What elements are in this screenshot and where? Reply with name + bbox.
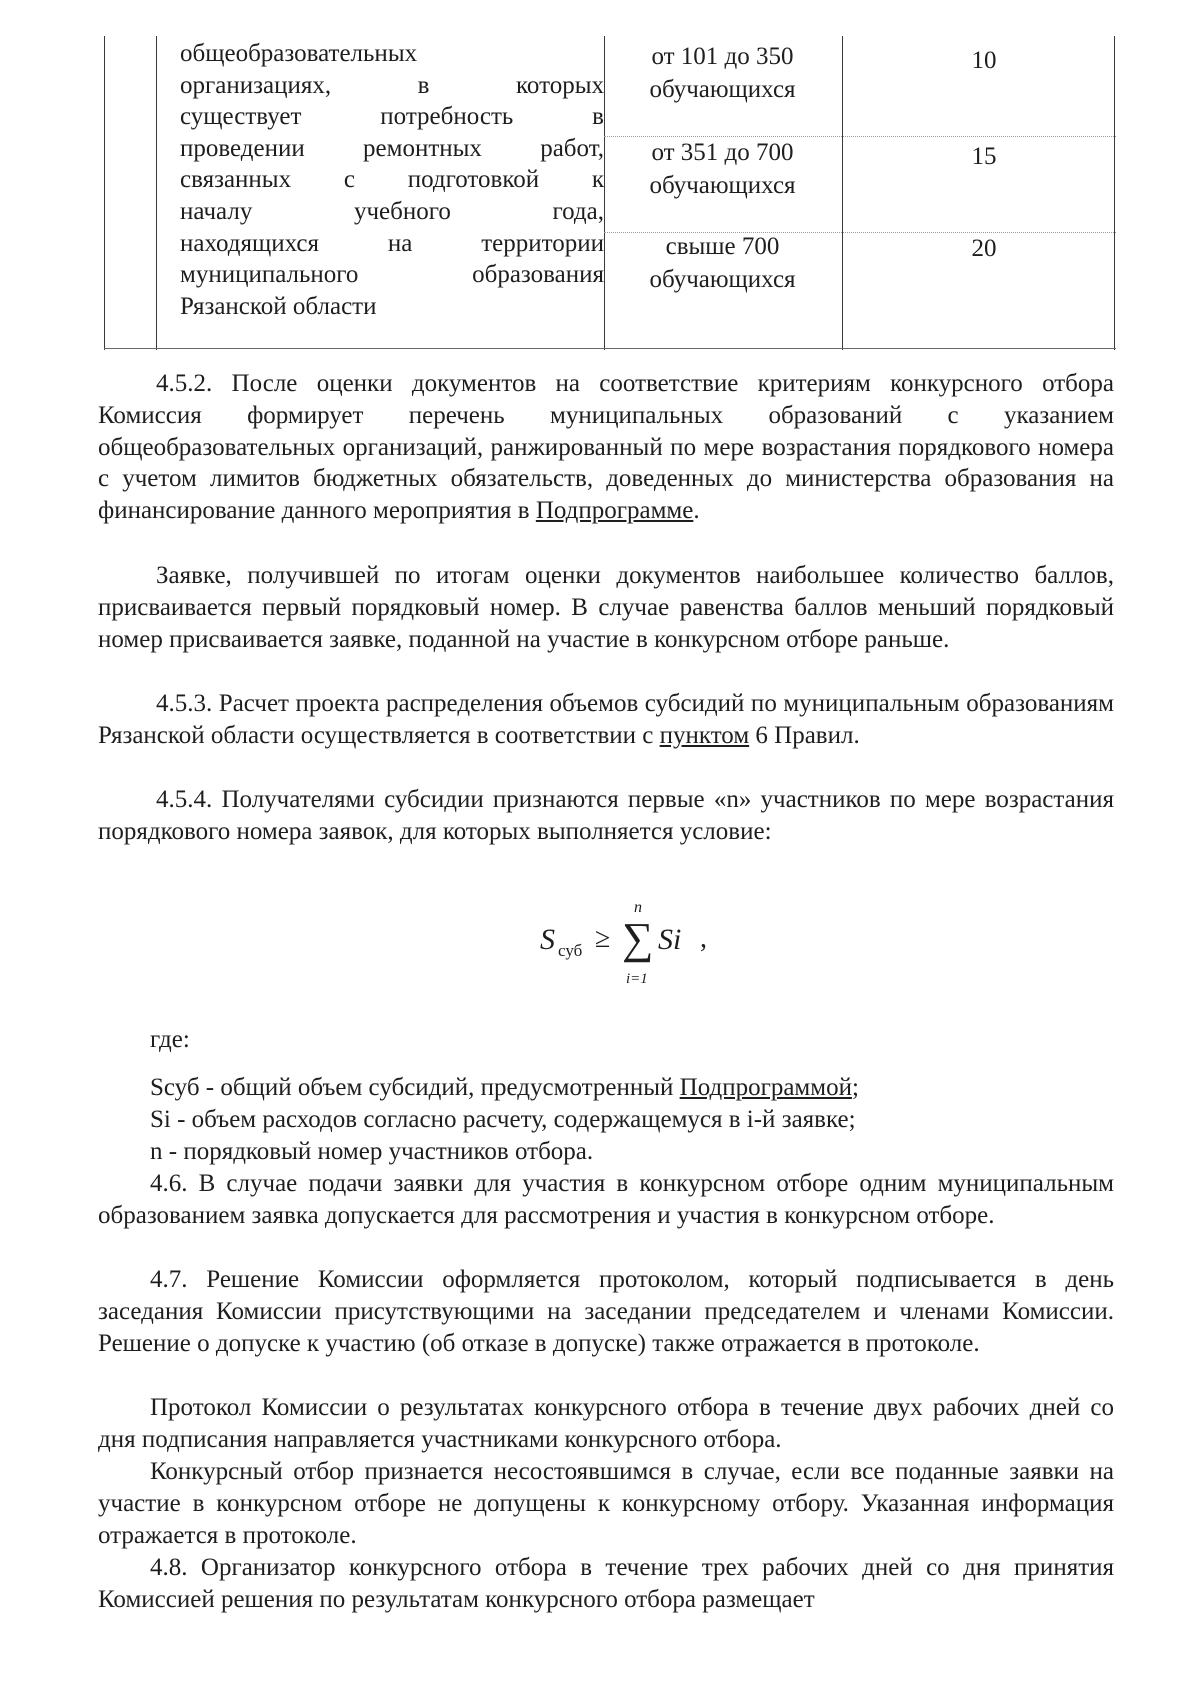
criterion-line: муниципального образования [180,261,604,289]
formula-relation: ≥ [595,923,611,954]
paragraph-4-7-failed: Конкурсный отбор признается несостоявшимся в случае, если все поданные заявки на участие в конкурсном отборе не допущены к конкурсному отбору. Указанная информация отражается в протоколе. [98,1458,1114,1549]
paragraph-4-7-protocol: Протокол Комиссии о результатах конкурсного отбора в течение двух рабочих дней со дня подписания направляется участниками конкурсного отбора. [98,1394,1114,1453]
definition-text: ; [851,1074,859,1101]
count-range: свыше 700 [665,233,780,260]
formula-term: Si [658,923,682,956]
student-count-cell [600,136,845,202]
formula-comma: , [700,923,707,954]
student-count-cell [600,40,845,106]
count-unit: обучающихся [649,266,796,293]
points-cell: 20 [971,235,997,262]
criterion-line: существует потребность в [180,103,604,131]
criterion-cell [180,38,604,322]
count-unit: обучающихся [649,76,796,103]
criterion-line: началу учебного года, [180,197,604,225]
criterion-line: связанных с подготовкой к [180,166,604,194]
paragraph-text: 4.5.3. Расчет проекта распределения объемов субсидий по муниципальным образованиям Рязанской области осуществляется в соответствии с [98,690,1114,749]
paragraph-text: 6 Правил. [749,721,860,749]
table-border-right [1114,36,1115,350]
formula-lhs: S [540,923,555,956]
subsidy-formula [540,899,730,995]
table-column-divider [156,36,157,350]
subprogram-link[interactable]: Подпрограммой [679,1074,852,1101]
definition-si: Si - объем расходов согласно расчету, содержащемуся в i-й заявке; [150,1106,856,1133]
count-range: от 351 до 700 [651,139,794,166]
definition-n: n - порядковый номер участников отбора. [150,1138,594,1165]
points-cell: 15 [971,143,997,170]
clause-link[interactable]: пунктом [659,721,750,749]
criterion-line: находящихся на территории [180,229,604,257]
paragraph-4-5-3 [98,688,1114,752]
formula-upper-limit: n [634,899,642,916]
paragraph-4-5-2 [98,368,1114,527]
definition-s-sub [150,1072,1130,1104]
paragraph-text: 4.5.2. После оценки документов на соответствие критериям конкурсного отбора Комиссия формирует перечень муниципальных образований с указанием общеобразовательных организаций, ранжированный по мере возрастания порядкового номера с учетом лимитов бюджетных обязательств, доведенных до министерства образования на финансирование данного мероприятия в [98,370,1114,525]
paragraph-4-5-4: 4.5.4. Получателями субсидии признаются первые «n» участников по мере возрастания порядкового номера заявок, для которых выполняется условие: [98,786,1114,845]
paragraph-4-6: 4.6. В случае подачи заявки для участия в конкурсном отборе одним муниципальным образованием заявка допускается для рассмотрения и участия в конкурсном отборе. [98,1170,1114,1229]
paragraph-4-7: 4.7. Решение Комиссии оформляется протоколом, который подписывается в день заседания Комиссии присутствующими на заседании председателем и членами Комиссии. Решение о допуске к участию (об отказе в допуске) также отражается в протоколе. [98,1266,1114,1357]
subprogram-link[interactable]: Подпрограмме [535,497,694,525]
criterion-line: общеобразовательных [180,40,418,67]
criterion-line: организациях, в которых [180,71,604,99]
student-count-cell [600,230,845,296]
table-bottom-border [104,348,1116,349]
criterion-line: проведении ремонтных работ, [180,134,604,162]
criteria-table [104,36,1116,350]
sum-sign: ∑ [622,914,654,963]
table-border-left [104,36,105,350]
formula-lower-limit: i=1 [626,971,648,987]
where-label: где: [150,1026,190,1053]
formula-lhs-subscript: суб [558,941,583,960]
definition-text: Sсуб - общий объем субсидий, предусмотренный [150,1074,680,1101]
criterion-line: Рязанской области [180,292,377,320]
count-range: от 101 до 350 [651,43,794,70]
paragraph-4-8: 4.8. Организатор конкурсного отбора в течение трех рабочих дней со дня принятия Комиссией решения по результатам конкурсного отбора размещает [98,1554,1114,1613]
count-unit: обучающихся [649,172,796,199]
paragraph-4-5-2-ranking: Заявке, получившей по итогам оценки документов наибольшее количество баллов, присваивается первый порядковый номер. В случае равенства баллов меньший порядковый номер присваивается заявке, поданной на участие в конкурсном отборе раньше. [98,562,1114,653]
paragraph-text: . [693,497,700,525]
points-cell: 10 [971,47,997,74]
